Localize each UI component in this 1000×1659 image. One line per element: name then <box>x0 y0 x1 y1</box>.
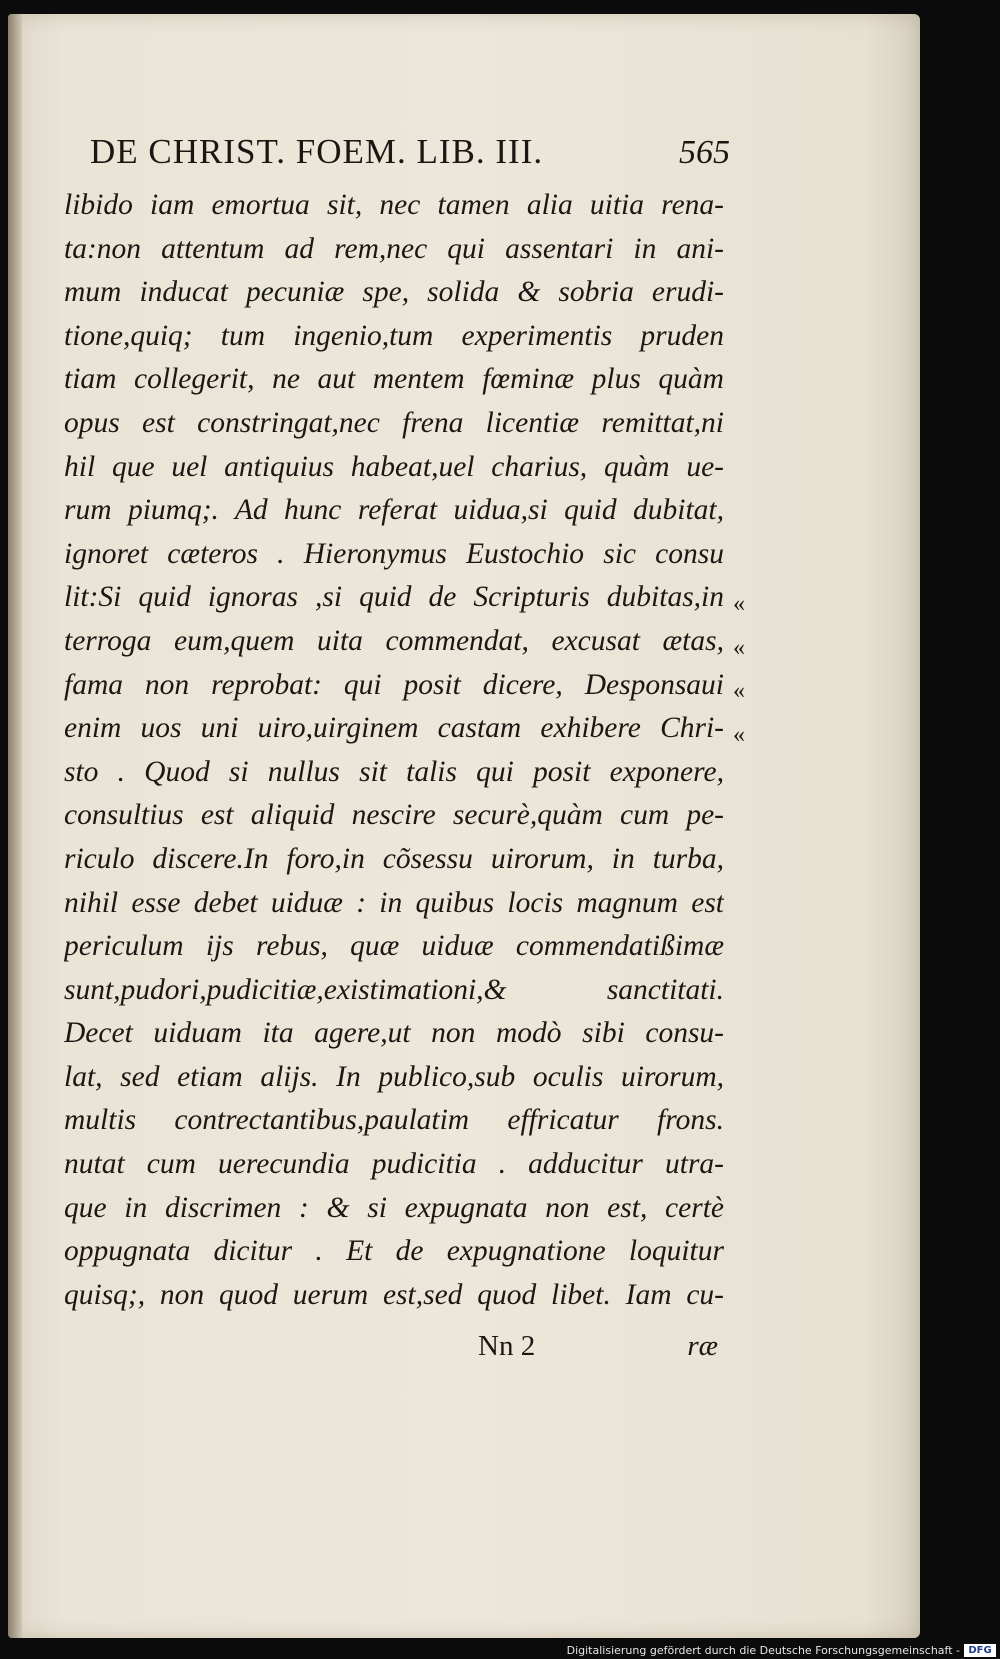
book-page <box>8 14 920 1638</box>
text-line: libido iam emortua sit, nec tamen alia uitia rena- <box>64 189 724 221</box>
page-footer <box>478 1330 718 1363</box>
text-line: sto . Quod si nullus sit talis qui posit exponere, <box>64 755 724 788</box>
body-text <box>64 184 724 1317</box>
signature-mark: Nn 2 <box>478 1330 536 1362</box>
text-line: tiam collegerit, ne aut mentem fœminæ plus quàm <box>64 363 724 396</box>
text-line: lit:Si quid ignoras ,si quid de Scripturis dubitas,in <box>64 581 724 614</box>
text-line: multis contrectantibus,paulatim effricatur frons. <box>64 1104 724 1137</box>
quote-mark: « <box>733 678 745 705</box>
margin-quote-marks <box>724 583 754 757</box>
text-line: nihil esse debet uiduæ : in quibus locis magnum est <box>64 886 724 919</box>
text-line: enim uos uni uiro,uirginem castam exhibere Chri- <box>64 712 724 745</box>
text-line: periculum ijs rebus, quæ uiduæ commendatißimæ <box>64 930 724 963</box>
text-line: terroga eum,quem uita commendat, excusat ætas, <box>64 624 724 657</box>
book-spine-edge <box>8 14 22 1638</box>
text-line: mum inducat pecuniæ spe, solida & sobria erudi- <box>64 276 724 309</box>
quote-mark: « <box>733 634 745 661</box>
text-line: lat, sed etiam alijs. In publico,sub oculis uirorum, <box>64 1060 724 1093</box>
catchword: ræ <box>687 1330 718 1362</box>
digitization-credit: Digitalisierung gefördert durch die Deutsche Forschungsgemeinschaft - <box>566 1644 960 1657</box>
text-line: riculo discere.In foro,in cõsessu uirorum, in turba, <box>64 842 724 875</box>
text-line: nutat cum uerecundia pudicitia . adducitur utra- <box>64 1148 724 1181</box>
text-line: tione,quiq; tum ingenio,tum experimentis pruden <box>64 319 724 352</box>
text-line: fama non reprobat: qui posit dicere, Desponsaui <box>64 668 724 701</box>
text-line: opus est constringat,nec frena licentiæ remittat,ni <box>64 406 724 439</box>
dfg-logo: DFG <box>964 1644 996 1657</box>
text-line: ignoret cæteros . Hieronymus Eustochio sic consu <box>64 537 724 570</box>
text-line: que in discrimen : & si expugnata non est, certè <box>64 1191 724 1224</box>
text-line: quisq;, non quod uerum est,sed quod libet. Iam cu- <box>64 1278 724 1311</box>
text-line: ta:non attentum ad rem,nec qui assentari in ani- <box>64 232 724 265</box>
text-line: hil que uel antiquius habeat,uel charius, quàm ue- <box>64 450 724 483</box>
text-line: rum piumq;. Ad hunc referat uidua,si quid dubitat, <box>64 494 724 527</box>
page-number: 565 <box>679 134 730 171</box>
quote-mark: « <box>733 721 745 748</box>
text-line: Decet uiduam ita agere,ut non modò sibi consu- <box>64 1017 724 1050</box>
running-head: DE CHRIST. FOEM. LIB. III. <box>90 132 544 171</box>
page-header <box>90 132 730 172</box>
text-line: consultius est aliquid nescire securè,quàm cum pe- <box>64 799 724 832</box>
text-line: oppugnata dicitur . Et de expugnatione loquitur <box>64 1235 724 1268</box>
quote-mark: « <box>733 591 745 617</box>
text-line: sunt,pudori,pudicitiæ,existimationi,& sanctitati. <box>64 973 724 1006</box>
